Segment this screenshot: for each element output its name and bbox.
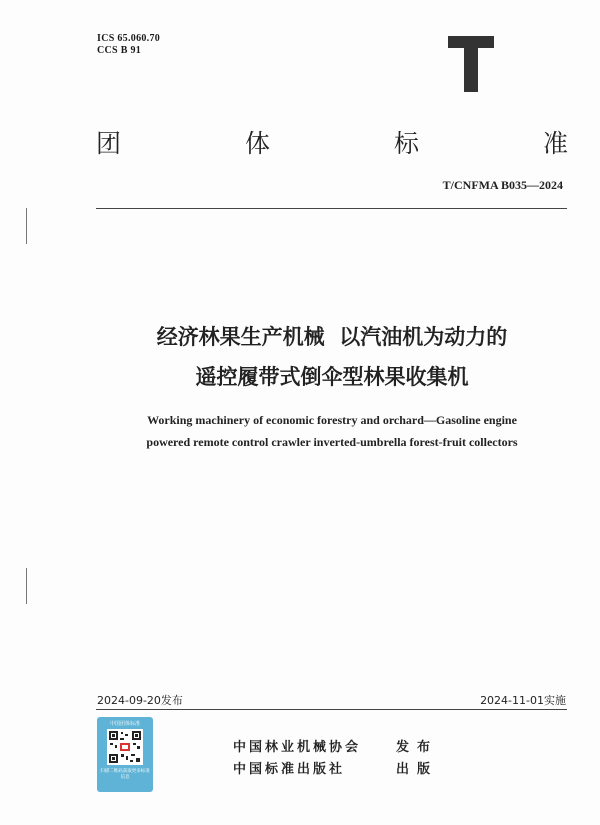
margin-mark xyxy=(26,568,27,604)
standard-type-title xyxy=(96,124,568,160)
qr-code-panel[interactable] xyxy=(97,717,153,792)
ics-code: ICS 65.060.70 xyxy=(97,33,161,44)
standard-type-char: 团 xyxy=(96,129,122,158)
implementation-date: 2024-11-01实施 xyxy=(480,694,566,707)
publisher-org: 中国林业机械协会 xyxy=(233,740,362,755)
standard-code: T/CNFMA B035—2024 xyxy=(442,178,563,192)
margin-mark xyxy=(26,208,27,244)
ccs-code: CCS B 91 xyxy=(97,45,142,56)
publisher-role: 发布 xyxy=(396,740,439,755)
standard-type-char: 体 xyxy=(244,129,270,158)
bottom-divider xyxy=(96,709,567,710)
chinese-title-line-2: 遥控履带式倒伞型林果收集机 xyxy=(195,365,469,389)
top-divider xyxy=(96,208,567,209)
standard-type-char: 准 xyxy=(542,129,568,158)
publisher-org: 中国标准出版社 xyxy=(233,762,346,777)
t-logo-bar xyxy=(448,36,494,48)
qr-panel-footer: 扫描二维码获取更多标准信息 xyxy=(100,769,150,780)
english-title-line-1: Working machinery of economic forestry and orchard—Gasoline engine xyxy=(147,413,517,427)
standard-type-char: 标 xyxy=(393,129,419,158)
chinese-title-line-1: 经济林果生产机械 以汽油机为动力的 xyxy=(156,325,508,349)
t-standard-logo xyxy=(448,36,494,92)
qr-code-icon xyxy=(107,729,143,765)
english-title-line-2: powered remote control crawler inverted-umbrella forest-fruit collectors xyxy=(146,435,518,449)
issue-date: 2024-09-20发布 xyxy=(97,694,183,707)
qr-panel-header: 中国团体标准 xyxy=(109,721,140,727)
publisher-role: 出版 xyxy=(396,762,439,777)
